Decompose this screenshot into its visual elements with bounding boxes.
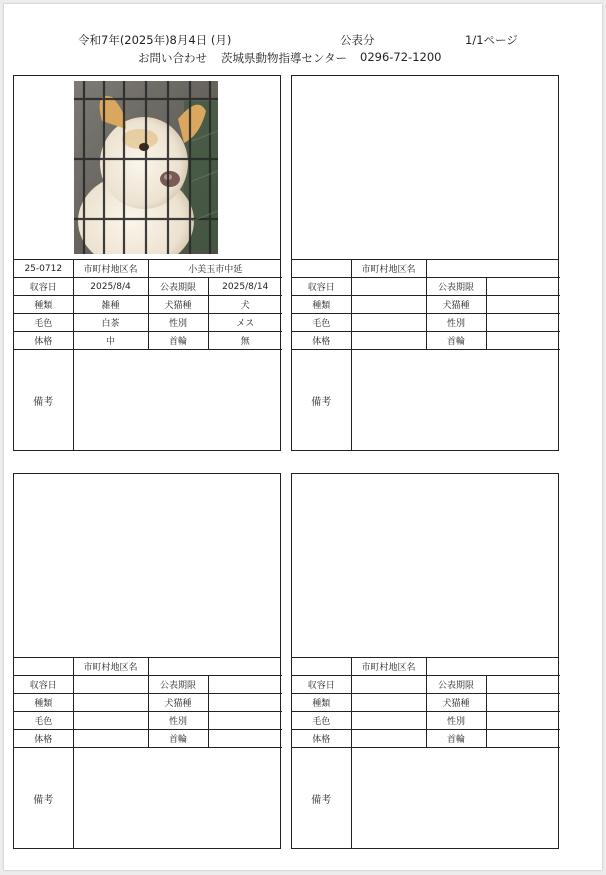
area-value xyxy=(426,260,560,278)
sex-label: 性別 xyxy=(426,712,486,730)
color-value xyxy=(351,712,426,730)
intake-date-value xyxy=(73,676,148,694)
intake-date-label: 収容日 xyxy=(14,278,73,296)
color-label: 毛色 xyxy=(292,314,351,332)
period-value: 2025/8/14 xyxy=(208,278,282,296)
sex-value xyxy=(486,314,560,332)
dog-in-cage-image xyxy=(74,81,218,254)
remarks-label: 備考 xyxy=(292,748,351,849)
build-label: 体格 xyxy=(292,332,351,350)
photo-area xyxy=(292,474,558,658)
sex-value xyxy=(208,712,282,730)
color-value xyxy=(73,712,148,730)
intake-date-value: 2025/8/4 xyxy=(73,278,148,296)
header-page-number: 1/1ページ xyxy=(465,33,518,47)
color-value xyxy=(351,314,426,332)
sex-value: メス xyxy=(208,314,282,332)
build-value xyxy=(73,730,148,748)
info-table xyxy=(292,260,560,450)
area-label: 市町村地区名 xyxy=(351,260,426,278)
sex-label: 性別 xyxy=(148,712,208,730)
intake-date-value xyxy=(351,278,426,296)
area-value xyxy=(148,658,282,676)
animal-id: 25-0712 xyxy=(14,260,73,278)
species-value xyxy=(208,694,282,712)
color-value: 白茶 xyxy=(73,314,148,332)
period-label: 公表期限 xyxy=(148,676,208,694)
collar-label: 首輪 xyxy=(426,332,486,350)
header-category: 公表分 xyxy=(340,33,375,47)
collar-label: 首輪 xyxy=(148,332,208,350)
info-table xyxy=(14,658,282,848)
build-label: 体格 xyxy=(292,730,351,748)
animal-card xyxy=(291,75,559,451)
remarks-value xyxy=(73,350,282,451)
color-label: 毛色 xyxy=(14,712,73,730)
sex-label: 性別 xyxy=(426,314,486,332)
type-label: 種類 xyxy=(14,694,73,712)
area-value xyxy=(426,658,560,676)
animal-id xyxy=(292,658,351,676)
header-contact-phone: 0296-72-1200 xyxy=(360,50,442,64)
species-value xyxy=(486,296,560,314)
intake-date-label: 収容日 xyxy=(292,676,351,694)
color-label: 毛色 xyxy=(14,314,73,332)
animal-card xyxy=(13,75,281,451)
collar-value xyxy=(208,730,282,748)
intake-date-label: 収容日 xyxy=(292,278,351,296)
intake-date-value xyxy=(351,676,426,694)
header-contact-org: 茨城県動物指導センター xyxy=(221,51,348,65)
sex-label: 性別 xyxy=(148,314,208,332)
build-label: 体格 xyxy=(14,332,73,350)
photo-area xyxy=(14,76,280,260)
collar-value: 無 xyxy=(208,332,282,350)
type-value xyxy=(73,694,148,712)
type-label: 種類 xyxy=(292,694,351,712)
animal-card xyxy=(13,473,281,849)
remarks-value xyxy=(351,748,560,849)
area-label: 市町村地区名 xyxy=(73,260,148,278)
remarks-value xyxy=(73,748,282,849)
build-value xyxy=(351,332,426,350)
remarks-value xyxy=(351,350,560,451)
animal-id xyxy=(292,260,351,278)
animal-card xyxy=(291,473,559,849)
species-label: 犬猫種 xyxy=(148,296,208,314)
sex-value xyxy=(486,712,560,730)
period-value xyxy=(486,278,560,296)
area-label: 市町村地区名 xyxy=(351,658,426,676)
type-label: 種類 xyxy=(292,296,351,314)
color-label: 毛色 xyxy=(292,712,351,730)
build-value xyxy=(351,730,426,748)
photo-area xyxy=(292,76,558,260)
period-value xyxy=(208,676,282,694)
remarks-label: 備考 xyxy=(14,748,73,849)
header-date: 令和7年(2025年)8月4日 (月) xyxy=(78,33,232,47)
build-label: 体格 xyxy=(14,730,73,748)
info-table xyxy=(14,260,282,450)
species-label: 犬猫種 xyxy=(426,694,486,712)
collar-label: 首輪 xyxy=(426,730,486,748)
type-value xyxy=(351,296,426,314)
document-page xyxy=(4,4,602,870)
period-label: 公表期限 xyxy=(426,278,486,296)
collar-value xyxy=(486,730,560,748)
species-value xyxy=(486,694,560,712)
photo-area xyxy=(14,474,280,658)
area-value: 小美玉市中延 xyxy=(148,260,282,278)
remarks-label: 備考 xyxy=(14,350,73,451)
type-label: 種類 xyxy=(14,296,73,314)
build-value: 中 xyxy=(73,332,148,350)
species-label: 犬猫種 xyxy=(426,296,486,314)
animal-id xyxy=(14,658,73,676)
type-value xyxy=(351,694,426,712)
animal-photo xyxy=(74,81,218,254)
period-label: 公表期限 xyxy=(426,676,486,694)
period-value xyxy=(486,676,560,694)
type-value: 雑種 xyxy=(73,296,148,314)
collar-value xyxy=(486,332,560,350)
header-contact-label: お問い合わせ xyxy=(138,51,207,65)
info-table xyxy=(292,658,560,848)
remarks-label: 備考 xyxy=(292,350,351,451)
species-label: 犬猫種 xyxy=(148,694,208,712)
area-label: 市町村地区名 xyxy=(73,658,148,676)
species-value: 犬 xyxy=(208,296,282,314)
collar-label: 首輪 xyxy=(148,730,208,748)
intake-date-label: 収容日 xyxy=(14,676,73,694)
period-label: 公表期限 xyxy=(148,278,208,296)
